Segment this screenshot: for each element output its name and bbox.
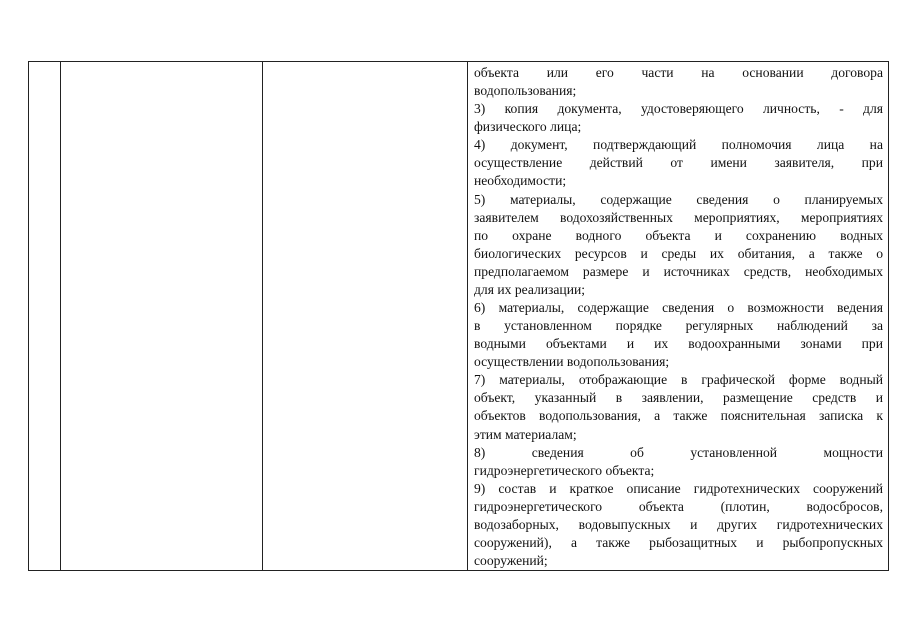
text-line: 4) документ, подтверждающий полномочия лица на [474, 137, 883, 153]
text-line: 7) материалы, отображающие в графической форме водный [474, 372, 883, 388]
table-row [29, 62, 889, 571]
text-line: осуществлении водопользования; [474, 354, 670, 370]
text-line: объектов водопользования, а также пояснительная записка к [474, 408, 883, 424]
text-line: водозаборных, водовыпускных и других гидротехнических [474, 516, 883, 532]
text-line: 8) сведения об установленной мощности [474, 444, 883, 460]
text-line: 6) материалы, содержащие сведения о возможности ведения [474, 300, 883, 316]
text-line: сооружений), а также рыбозащитных и рыбопропускных [474, 535, 883, 551]
text-line: сооружений; [474, 553, 548, 569]
text-line: 3) копия документа, удостоверяющего личность, - для [474, 101, 883, 117]
text-line: для их реализации; [474, 281, 586, 297]
text-line: предполагаемом размере и источниках средств, необходимых [474, 263, 883, 279]
text-line: объекта или его части на основании договора [474, 65, 883, 80]
text-line: необходимости; [474, 173, 567, 189]
document-table [28, 61, 889, 571]
text-line: водными объектами и их водоохранными зонами при [474, 336, 883, 352]
text-line: биологических ресурсов и среды их обитания, а также о [474, 245, 883, 261]
documents-list-text [474, 64, 883, 570]
text-line: водопользования; [474, 83, 577, 99]
text-line: физического лица; [474, 119, 582, 135]
text-line: в установленном порядке регулярных наблюдений за [474, 318, 883, 334]
text-line: объект, указанный в заявлении, размещение средств и [474, 390, 883, 406]
text-line: заявителем водохозяйственных мероприятиях, мероприятиях [474, 209, 883, 225]
text-line: гидроэнергетического объекта; [474, 462, 655, 478]
table-cell-category [263, 62, 468, 571]
text-line: осуществление действий от имени заявителя, при [474, 155, 883, 171]
text-line: этим материалам; [474, 426, 577, 442]
text-line: гидроэнергетического объекта (плотин, водосбросов, [474, 498, 883, 514]
text-line: по охране водного объекта и сохранению водных [474, 227, 883, 243]
table-cell-number [29, 62, 61, 571]
table-cell-service [61, 62, 263, 571]
text-line: 5) материалы, содержащие сведения о планируемых [474, 191, 883, 207]
text-line: 9) состав и краткое описание гидротехнических сооружений [474, 480, 883, 496]
table-cell-documents-list [468, 62, 889, 571]
